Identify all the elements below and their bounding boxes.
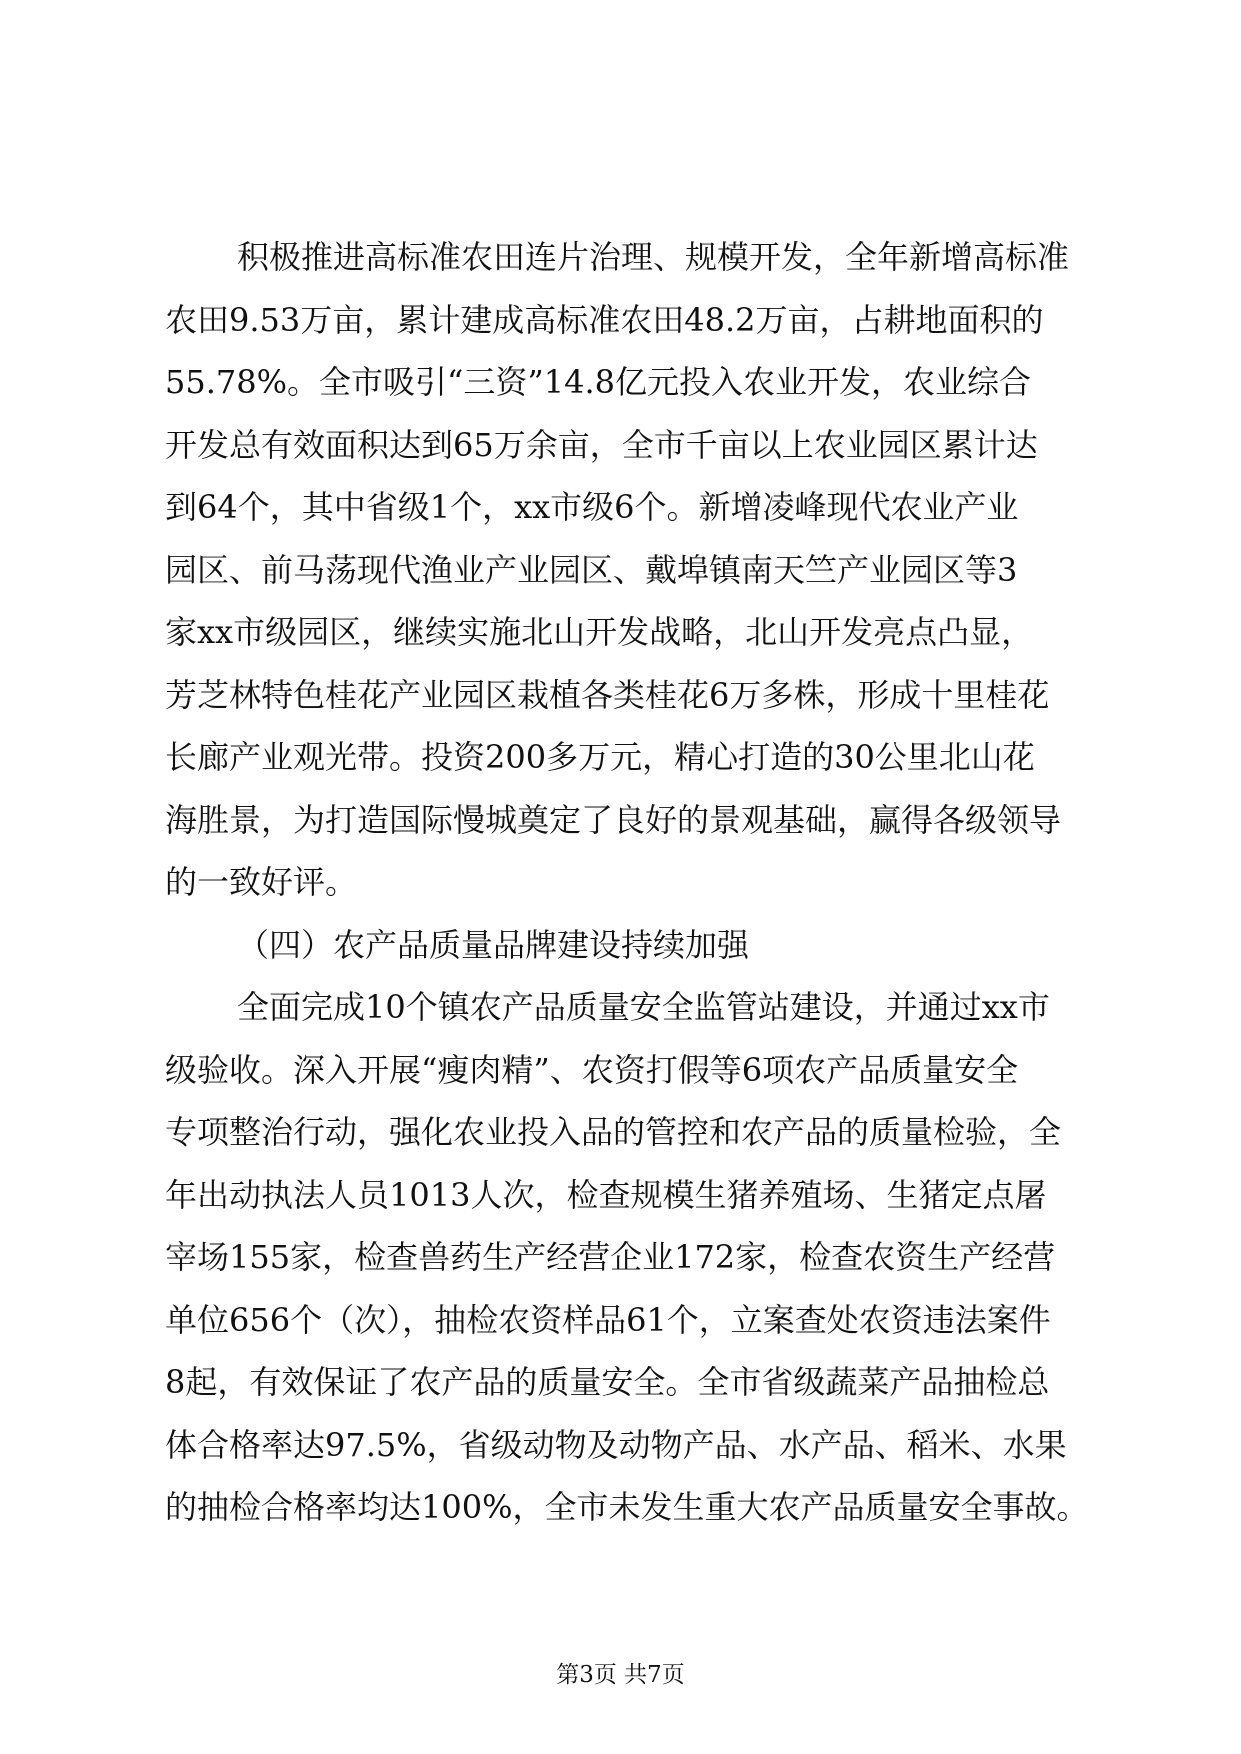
paragraph-2-line-5: 宰场155家，检查兽药生产经营企业172家，检查农资生产经营 <box>165 1238 1056 1276</box>
paragraph-2-line-4: 年出动执法人员1013人次，检查规模生猪养殖场、生猪定点屠 <box>165 1176 1047 1214</box>
paragraph-1-line-11: 的一致好评。 <box>165 863 358 901</box>
paragraph-2-line-9: 的抽检合格率均达100%，全市未发生重大农产品质量安全事故。 <box>165 1488 1089 1526</box>
paragraph-1-line-10: 海胜景，为打造国际慢城奠定了良好的景观基础，赢得各级领导 <box>165 801 1062 839</box>
paragraph-1-line-8: 芳芝林特色桂花产业园区栽植各类桂花6万多株，形成十里桂花 <box>165 676 1050 714</box>
paragraph-1-line-4: 开发总有效面积达到65万余亩，全市千亩以上农业园区累计达 <box>165 426 1038 464</box>
paragraph-1-line-5: 到64个，其中省级1个，xx市级6个。新增凌峰现代农业产业 <box>165 488 1019 526</box>
paragraph-1-line-6: 园区、前马荡现代渔业产业园区、戴埠镇南天竺产业园区等3 <box>165 551 1018 589</box>
paragraph-2-line-1: 全面完成10个镇农产品质量安全监管站建设，并通过xx市 <box>237 988 1050 1026</box>
paragraph-1-line-7: 家xx市级园区，继续实施北山开发战略，北山开发亮点凸显， <box>165 613 1034 651</box>
paragraph-2-line-3: 专项整治行动，强化农业投入品的管控和农产品的质量检验，全 <box>165 1113 1062 1151</box>
paragraph-1-line-2: 农田9.53万亩，累计建成高标准农田48.2万亩，占耕地面积的 <box>165 301 1044 339</box>
section-heading: （四）农产品质量品牌建设持续加强 <box>237 926 750 964</box>
paragraph-2-line-8: 体合格率达97.5%，省级动物及动物产品、水产品、稻米、水果 <box>165 1426 1067 1464</box>
page-number-footer: 第3页 共7页 <box>556 1662 685 1688</box>
paragraph-1-line-9: 长廊产业观光带。投资200多万元，精心打造的30公里北山花 <box>165 738 1035 776</box>
paragraph-2-line-7: 8起，有效保证了农产品的质量安全。全市省级蔬菜产品抽检总 <box>165 1363 1050 1401</box>
paragraph-2-line-6: 单位656个（次），抽检农资样品61个，立案查处农资违法案件 <box>165 1301 1051 1339</box>
paragraph-1-line-3: 55.78%。全市吸引“三资”14.8亿元投入农业开发，农业综合 <box>165 363 1031 401</box>
paragraph-2-line-2: 级验收。深入开展“瘦肉精”、农资打假等6项农产品质量安全 <box>165 1051 1019 1089</box>
paragraph-1-line-1: 积极推进高标准农田连片治理、规模开发，全年新增高标准 <box>237 238 1070 276</box>
